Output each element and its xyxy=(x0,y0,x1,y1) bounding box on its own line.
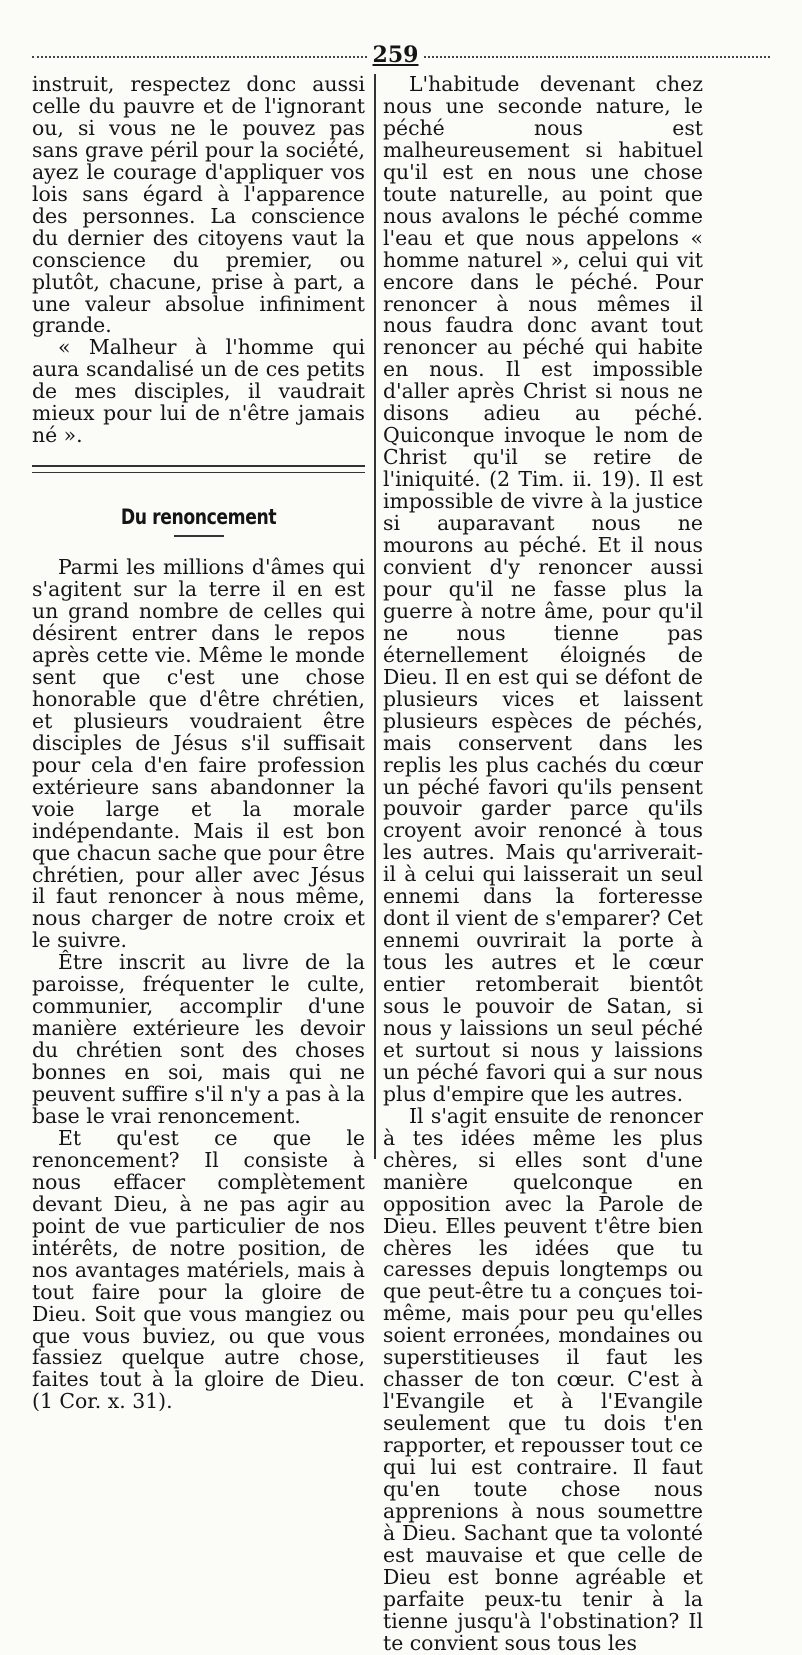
paragraph: L'habitude devenant chez nous une seconde nature, le péché nous est malheureusement si habituel qu'il est en nous une chose toute naturelle, au point que nous avalons le péché comme l'eau et que nous appelons « homme naturel », celui qui vit encore dans le péché. Pour renoncer à nous mêmes il nous faudra donc avant tout renoncer au péché qui habite en nous. Il est impossible d'aller après Christ si nous ne disons adieu au péché. Quiconque invoque le nom de Christ qu'il se retire de l'iniquité. (2 Tim. ii. 19). Il est impossible de vivre à la justice si auparavant nous ne mourons au péché. Et il nous convient d'y renoncer aussi pour qu'il ne fasse plus la guerre à notre âme, pour qu'il ne nous tienne pas éternellement éloignés de Dieu. Il en est qui se défont de plusieurs vices et laissent plusieurs espèces de péchés, mais conservent dans les replis les plus cachés du cœur un péché favori qu'ils pensent pouvoir garder parce qu'ils croyent avoir renoncé à tous les autres. Mais qu'arriverait-il à celui qui laisserait un seul ennemi dans la forteresse dont il vient de s'emparer? Cet ennemi ouvrirait la porte à tous les autres et le cœur entier retomberait bientôt sous le pouvoir de Satan, si nous y laissions un seul péché et surtout si nous y laissions un péché favori qui a sur nous plus d'empire que les autres. xyxy=(383,72,703,1106)
paragraph: Et qu'est ce que le renoncement? Il consiste à nous effacer complètement devant Dieu, à ne pas agir au point de vue particulier de nos intérêts, de notre position, de nos avantages matériels, mais à tout faire pour la gloire de Dieu. Soit que vous mangiez ou que vous buviez, ou que vous fassiez quelque autre chose, faites tout à la gloire de Dieu. (1 Cor. x. 31). xyxy=(32,1125,365,1414)
paragraph: Il s'agit ensuite de renoncer à tes idées même les plus chères, si elles sont d'une manière quelconque en opposition avec la Parole de Dieu. Elles peuvent t'être bien chères les idées que tu caresses depuis longtemps ou que peut-être tu a conçues toi-même, mais pour peu qu'elles soient erronées, mondaines ou superstitieuses il faut les chasser de ton cœur. C'est à l'Evangile et à l'Evangile seulement que tu dois t'en rapporter, et repousser tout ce qui lui est contraire. Il faut qu'en toute chose nous apprenions à nous soumettre à Dieu. Sachant que ta volonté est mauvaise et que celle de Dieu est bonne agréable et parfaite peux-tu tenir à la tienne jusqu'à l'obstination? Il te convient sous tous les xyxy=(383,1103,703,1655)
right-column xyxy=(383,72,703,1655)
left-column xyxy=(32,72,365,1414)
header-rule-right xyxy=(424,56,770,58)
heading-underline xyxy=(174,535,224,537)
column-divider xyxy=(374,74,376,1159)
paragraph: instruit, respectez donc aussi celle du pauvre et de l'ignorant ou, si vous ne le pouvez pas sans grave péril pour la société, ayez le courage d'appliquer vos lois sans égard à l'apparence des personnes. La conscience du dernier des citoyens vaut la conscience du premier, ou plutôt, chacune, prise à part, a une valeur absolue infiniment grande. xyxy=(32,72,365,338)
page-number: 259 xyxy=(372,42,419,68)
page-header xyxy=(32,40,770,70)
section-separator xyxy=(32,465,365,473)
section-heading: Du renoncement xyxy=(120,505,277,530)
paragraph: Être inscrit au livre de la paroisse, fréquenter le culte, communier, accomplir d'une manière extérieure les devoir du chrétien sont des choses bonnes en soi, mais qui ne peuvent suffire s'il n'y a pas à la base le vrai renoncement. xyxy=(32,950,365,1128)
header-rule-left xyxy=(32,56,367,58)
paragraph: Parmi les millions d'âmes qui s'agitent sur la terre il en est un grand nombre de celles qui désirent entrer dans le repos après cette vie. Même le monde sent que c'est une chose honorable que d'être chrétien, et plusieurs voudraient être disciples de Jésus s'il suffisait pour cela d'en faire profession extérieure sans abandonner la voie large et la morale indépendante. Mais il est bon que chacun sache que pour être chrétien, pour aller avec Jésus il faut renoncer à nous même, nous charger de notre croix et le suivre. xyxy=(32,555,365,953)
paragraph: « Malheur à l'homme qui aura scandalisé un de ces petits de mes disciples, il vaudrait mieux pour lui de n'être jamais né ». xyxy=(32,335,365,448)
